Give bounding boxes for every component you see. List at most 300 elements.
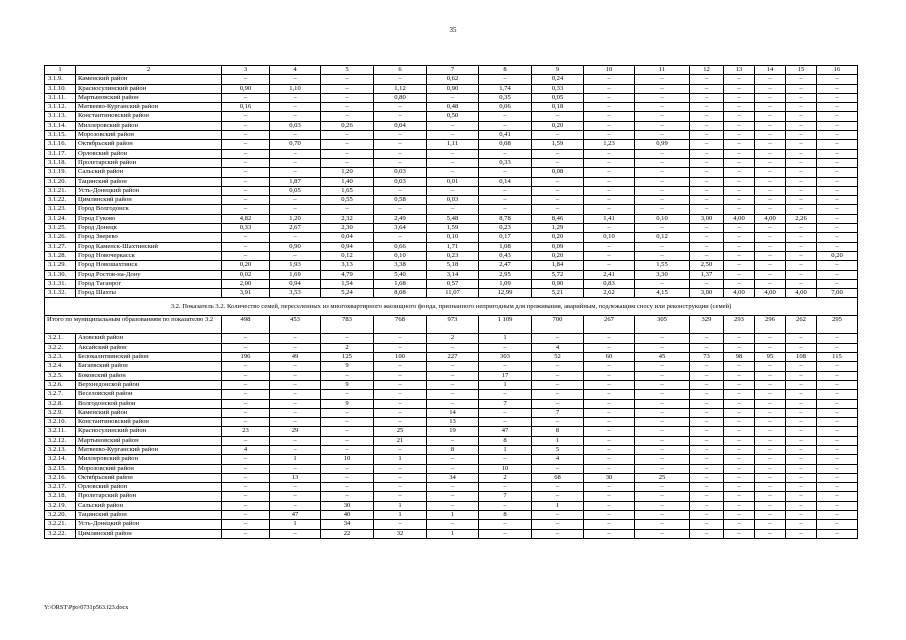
value-cell: – — [786, 492, 817, 501]
value-cell: – — [786, 399, 817, 408]
total-value-cell: 295 — [817, 316, 858, 334]
row-name-cell: Красносулинский район — [76, 84, 222, 93]
value-cell: – — [817, 214, 858, 223]
row-code-cell: 3.1.21. — [45, 186, 76, 195]
value-cell: – — [584, 380, 635, 389]
value-cell: – — [222, 131, 270, 140]
value-cell: – — [222, 158, 270, 167]
value-cell: – — [427, 158, 479, 167]
value-cell: 1 — [270, 455, 321, 464]
value-cell: – — [427, 492, 479, 501]
value-cell: 0,90 — [270, 242, 321, 251]
value-cell: – — [635, 334, 690, 343]
value-cell: – — [755, 140, 786, 149]
value-cell: 1,59 — [427, 224, 479, 233]
value-cell: – — [270, 529, 321, 538]
value-cell: – — [635, 445, 690, 454]
value-cell: – — [690, 436, 724, 445]
value-cell: – — [222, 464, 270, 473]
value-cell: – — [635, 121, 690, 130]
value-cell: – — [724, 84, 755, 93]
value-cell: – — [532, 464, 584, 473]
value-cell: 1,69 — [270, 270, 321, 279]
value-cell: – — [817, 464, 858, 473]
value-cell: – — [427, 464, 479, 473]
value-cell: – — [786, 529, 817, 538]
value-cell: – — [635, 112, 690, 121]
value-cell: – — [755, 343, 786, 352]
value-cell: – — [724, 112, 755, 121]
row-name-cell: Белокалитвинский район — [76, 353, 222, 362]
value-cell: – — [374, 520, 427, 529]
value-cell: – — [817, 427, 858, 436]
total-value-cell: 1 109 — [479, 316, 532, 334]
table-row — [45, 464, 858, 473]
value-cell: – — [584, 529, 635, 538]
value-cell: – — [817, 131, 858, 140]
row-code-cell: 3.1.32. — [45, 289, 76, 298]
value-cell: 0,08 — [532, 168, 584, 177]
value-cell: – — [690, 520, 724, 529]
value-cell: – — [786, 112, 817, 121]
value-cell: 9 — [321, 362, 374, 371]
value-cell: 1 — [427, 529, 479, 538]
table-row — [45, 455, 858, 464]
value-cell: 1 — [270, 520, 321, 529]
total-value-cell: 293 — [724, 316, 755, 334]
table-row — [45, 408, 858, 417]
value-cell: 0,09 — [532, 242, 584, 251]
value-cell: – — [584, 464, 635, 473]
value-cell: – — [755, 177, 786, 186]
row-code-cell: 3.2.8. — [45, 399, 76, 408]
value-cell: 0,66 — [374, 242, 427, 251]
value-cell: – — [690, 492, 724, 501]
value-cell: – — [584, 121, 635, 130]
row-name-cell: Город Таганрог — [76, 279, 222, 288]
value-cell: 0,20 — [532, 251, 584, 260]
value-cell: – — [724, 149, 755, 158]
value-cell: 0,03 — [270, 121, 321, 130]
value-cell: 4,00 — [724, 214, 755, 223]
value-cell: 0,55 — [321, 196, 374, 205]
value-cell: 2,47 — [479, 261, 532, 270]
value-cell: 1,55 — [635, 261, 690, 270]
value-cell: 8,08 — [374, 289, 427, 298]
row-code-cell: 3.2.3. — [45, 353, 76, 362]
value-cell: 5,72 — [532, 270, 584, 279]
value-cell: – — [321, 205, 374, 214]
value-cell: – — [479, 168, 532, 177]
value-cell: 0,41 — [479, 131, 532, 140]
value-cell: – — [755, 261, 786, 270]
value-cell: – — [222, 483, 270, 492]
value-cell: 2,26 — [786, 214, 817, 223]
value-cell: – — [724, 501, 755, 510]
value-cell: 45 — [635, 353, 690, 362]
value-cell: 0,03 — [427, 196, 479, 205]
value-cell: 108 — [786, 353, 817, 362]
value-cell: – — [222, 242, 270, 251]
value-cell: 2 — [321, 343, 374, 352]
value-cell: – — [270, 196, 321, 205]
table-row — [45, 158, 858, 167]
value-cell: 0,10 — [374, 251, 427, 260]
value-cell: – — [690, 196, 724, 205]
value-cell: 1,93 — [270, 261, 321, 270]
value-cell: – — [817, 84, 858, 93]
value-cell: 5,21 — [532, 289, 584, 298]
value-cell: – — [786, 261, 817, 270]
value-cell: – — [479, 408, 532, 417]
value-cell: 1,54 — [321, 279, 374, 288]
value-cell: – — [635, 362, 690, 371]
value-cell: – — [690, 501, 724, 510]
row-name-cell: Морозовский район — [76, 131, 222, 140]
column-header-cell: 3 — [222, 66, 270, 75]
value-cell: – — [427, 131, 479, 140]
value-cell: – — [755, 334, 786, 343]
column-header-cell: 6 — [374, 66, 427, 75]
value-cell: – — [786, 121, 817, 130]
table-row — [45, 103, 858, 112]
value-cell: – — [755, 445, 786, 454]
value-cell: – — [690, 168, 724, 177]
value-cell: – — [222, 75, 270, 84]
value-cell: – — [532, 529, 584, 538]
value-cell: – — [222, 408, 270, 417]
value-cell: – — [817, 501, 858, 510]
value-cell: – — [786, 177, 817, 186]
value-cell: – — [786, 186, 817, 195]
value-cell: – — [755, 455, 786, 464]
value-cell: – — [584, 492, 635, 501]
value-cell: – — [786, 362, 817, 371]
value-cell: 49 — [270, 353, 321, 362]
value-cell: – — [724, 196, 755, 205]
row-name-cell: Миллеровский район — [76, 455, 222, 464]
total-row — [45, 316, 858, 334]
value-cell: – — [817, 408, 858, 417]
row-name-cell: Каменский район — [76, 75, 222, 84]
value-cell: – — [321, 408, 374, 417]
value-cell: – — [786, 343, 817, 352]
total-value-cell: 453 — [270, 316, 321, 334]
value-cell: – — [724, 270, 755, 279]
value-cell: – — [724, 408, 755, 417]
value-cell: – — [690, 343, 724, 352]
value-cell: 0,58 — [374, 196, 427, 205]
value-cell: 0,14 — [479, 177, 532, 186]
column-header-cell: 13 — [724, 66, 755, 75]
value-cell: – — [786, 168, 817, 177]
value-cell: – — [584, 112, 635, 121]
value-cell: – — [635, 251, 690, 260]
value-cell: 0,12 — [321, 251, 374, 260]
value-cell: 2,50 — [690, 261, 724, 270]
value-cell: – — [270, 158, 321, 167]
row-code-cell: 3.2.13. — [45, 445, 76, 454]
value-cell: – — [374, 158, 427, 167]
value-cell: – — [724, 158, 755, 167]
value-cell: – — [222, 140, 270, 149]
value-cell: – — [532, 131, 584, 140]
value-cell: 34 — [321, 520, 374, 529]
total-value-cell: 267 — [584, 316, 635, 334]
value-cell: – — [690, 75, 724, 84]
value-cell: – — [817, 270, 858, 279]
value-cell: – — [690, 418, 724, 427]
value-cell: – — [690, 445, 724, 454]
table-row — [45, 445, 858, 454]
value-cell: – — [374, 473, 427, 482]
value-cell: – — [755, 464, 786, 473]
value-cell: 0,50 — [427, 112, 479, 121]
value-cell: 2,00 — [222, 279, 270, 288]
value-cell: – — [786, 408, 817, 417]
table-row — [45, 214, 858, 223]
value-cell: 5,18 — [427, 261, 479, 270]
value-cell: – — [755, 483, 786, 492]
value-cell: – — [321, 492, 374, 501]
value-cell: 2,67 — [270, 224, 321, 233]
value-cell: – — [690, 473, 724, 482]
value-cell: – — [374, 205, 427, 214]
value-cell: – — [755, 279, 786, 288]
table-row — [45, 427, 858, 436]
row-name-cell: Октябрьский район — [76, 140, 222, 149]
total-value-cell: 329 — [690, 316, 724, 334]
row-code-cell: 3.2.1. — [45, 334, 76, 343]
value-cell: 0,90 — [222, 84, 270, 93]
table-row — [45, 168, 858, 177]
value-cell: 8,46 — [532, 214, 584, 223]
value-cell: 100 — [374, 353, 427, 362]
table-row — [45, 418, 858, 427]
value-cell: – — [427, 205, 479, 214]
value-cell: 2 — [427, 334, 479, 343]
table-row — [45, 75, 858, 84]
value-cell: – — [374, 131, 427, 140]
value-cell: – — [817, 520, 858, 529]
value-cell: – — [755, 270, 786, 279]
value-cell: – — [635, 492, 690, 501]
value-cell: – — [270, 464, 321, 473]
value-cell: – — [817, 473, 858, 482]
value-cell: – — [755, 149, 786, 158]
value-cell: – — [817, 483, 858, 492]
value-cell: – — [635, 186, 690, 195]
value-cell: – — [635, 75, 690, 84]
value-cell: 3,14 — [427, 270, 479, 279]
value-cell: – — [321, 371, 374, 380]
value-cell: 5,24 — [321, 289, 374, 298]
value-cell: – — [690, 362, 724, 371]
value-cell: – — [724, 427, 755, 436]
row-code-cell: 3.2.19. — [45, 501, 76, 510]
value-cell: 0,23 — [479, 224, 532, 233]
value-cell: 10 — [479, 464, 532, 473]
value-cell: – — [635, 464, 690, 473]
value-cell: – — [222, 473, 270, 482]
value-cell: – — [755, 103, 786, 112]
table-row — [45, 112, 858, 121]
value-cell: – — [374, 464, 427, 473]
row-code-cell: 3.1.20. — [45, 177, 76, 186]
value-cell: 2,30 — [321, 224, 374, 233]
value-cell: – — [635, 418, 690, 427]
value-cell: – — [427, 520, 479, 529]
table-row — [45, 140, 858, 149]
value-cell: – — [374, 371, 427, 380]
value-cell: 3,00 — [690, 289, 724, 298]
row-code-cell: 3.1.11. — [45, 93, 76, 102]
column-header-cell: 12 — [690, 66, 724, 75]
value-cell: – — [690, 177, 724, 186]
column-header-cell: 4 — [270, 66, 321, 75]
value-cell: – — [690, 224, 724, 233]
value-cell: – — [222, 177, 270, 186]
value-cell: – — [786, 158, 817, 167]
value-cell: – — [584, 168, 635, 177]
section-title: 3.2. Показатель 3.2. Количество семей, переселенных из многоквартирного жилищного фонда, признанного непригодным для проживания, аварийным, подлежащим сносу или реконструкции (семей) — [45, 298, 858, 316]
row-name-cell: Усть-Донецкий район — [76, 186, 222, 195]
value-cell: – — [479, 483, 532, 492]
row-code-cell: 3.2.22. — [45, 529, 76, 538]
value-cell: – — [724, 492, 755, 501]
value-cell: – — [479, 362, 532, 371]
value-cell: – — [724, 131, 755, 140]
value-cell: – — [786, 75, 817, 84]
table-row — [45, 473, 858, 482]
value-cell: 0,03 — [374, 177, 427, 186]
value-cell: – — [724, 390, 755, 399]
value-cell: 4,00 — [724, 289, 755, 298]
value-cell: – — [786, 149, 817, 158]
value-cell: – — [479, 390, 532, 399]
value-cell: – — [374, 362, 427, 371]
value-cell: – — [635, 511, 690, 520]
column-header-row — [45, 66, 858, 75]
row-code-cell: 3.2.9. — [45, 408, 76, 417]
value-cell: – — [427, 380, 479, 389]
row-name-cell: Город Донецк — [76, 224, 222, 233]
row-name-cell: Сальский район — [76, 168, 222, 177]
value-cell: – — [690, 279, 724, 288]
value-cell: 3,38 — [374, 261, 427, 270]
value-cell: – — [786, 131, 817, 140]
value-cell: – — [321, 149, 374, 158]
value-cell: – — [817, 492, 858, 501]
value-cell: – — [532, 483, 584, 492]
table-row — [45, 84, 858, 93]
value-cell: – — [690, 455, 724, 464]
value-cell: – — [635, 242, 690, 251]
value-cell: – — [270, 408, 321, 417]
table-row — [45, 149, 858, 158]
value-cell: – — [635, 168, 690, 177]
value-cell: – — [222, 492, 270, 501]
value-cell: – — [635, 436, 690, 445]
table-row — [45, 233, 858, 242]
value-cell: – — [724, 436, 755, 445]
table-row — [45, 270, 858, 279]
value-cell: 0,94 — [321, 242, 374, 251]
value-cell: – — [724, 233, 755, 242]
row-name-cell: Матвеево-Курганский район — [76, 103, 222, 112]
value-cell: – — [479, 455, 532, 464]
row-name-cell: Волгодонской район — [76, 399, 222, 408]
value-cell: – — [427, 371, 479, 380]
value-cell: – — [724, 121, 755, 130]
value-cell: 1 — [479, 380, 532, 389]
table-row — [45, 121, 858, 130]
row-code-cell: 3.1.18. — [45, 158, 76, 167]
value-cell: – — [321, 427, 374, 436]
value-cell: – — [755, 75, 786, 84]
row-code-cell: 3.1.14. — [45, 121, 76, 130]
value-cell: – — [584, 131, 635, 140]
value-cell: – — [724, 529, 755, 538]
row-name-cell: Город Зверево — [76, 233, 222, 242]
value-cell: 4,82 — [222, 214, 270, 223]
value-cell: – — [584, 103, 635, 112]
row-code-cell: 3.2.20. — [45, 511, 76, 520]
value-cell: – — [321, 140, 374, 149]
row-code-cell: 3.1.24. — [45, 214, 76, 223]
value-cell: – — [817, 371, 858, 380]
value-cell: 9 — [321, 380, 374, 389]
value-cell: – — [724, 224, 755, 233]
value-cell: – — [635, 84, 690, 93]
value-cell: – — [755, 121, 786, 130]
table-row — [45, 131, 858, 140]
value-cell: – — [724, 511, 755, 520]
value-cell: 0,33 — [479, 158, 532, 167]
value-cell: – — [321, 334, 374, 343]
value-cell: – — [755, 492, 786, 501]
value-cell: – — [374, 483, 427, 492]
value-cell: – — [817, 380, 858, 389]
value-cell: – — [532, 390, 584, 399]
value-cell: – — [635, 158, 690, 167]
value-cell: – — [532, 520, 584, 529]
column-header-cell: 2 — [76, 66, 222, 75]
value-cell: 0,03 — [374, 168, 427, 177]
value-cell: 4 — [532, 455, 584, 464]
value-cell: – — [321, 436, 374, 445]
value-cell: – — [690, 149, 724, 158]
value-cell: 0,01 — [427, 177, 479, 186]
value-cell: – — [270, 380, 321, 389]
row-name-cell: Тацинский район — [76, 177, 222, 186]
value-cell: – — [755, 362, 786, 371]
value-cell: – — [755, 390, 786, 399]
row-name-cell: Морозовский район — [76, 464, 222, 473]
value-cell: 1,09 — [479, 279, 532, 288]
value-cell: – — [755, 501, 786, 510]
value-cell: – — [270, 149, 321, 158]
value-cell: – — [222, 501, 270, 510]
value-cell: – — [584, 205, 635, 214]
value-cell: – — [321, 464, 374, 473]
value-cell: – — [690, 380, 724, 389]
value-cell: – — [755, 186, 786, 195]
value-cell: – — [532, 196, 584, 205]
value-cell: – — [374, 380, 427, 389]
value-cell: – — [755, 205, 786, 214]
row-code-cell: 3.2.18. — [45, 492, 76, 501]
